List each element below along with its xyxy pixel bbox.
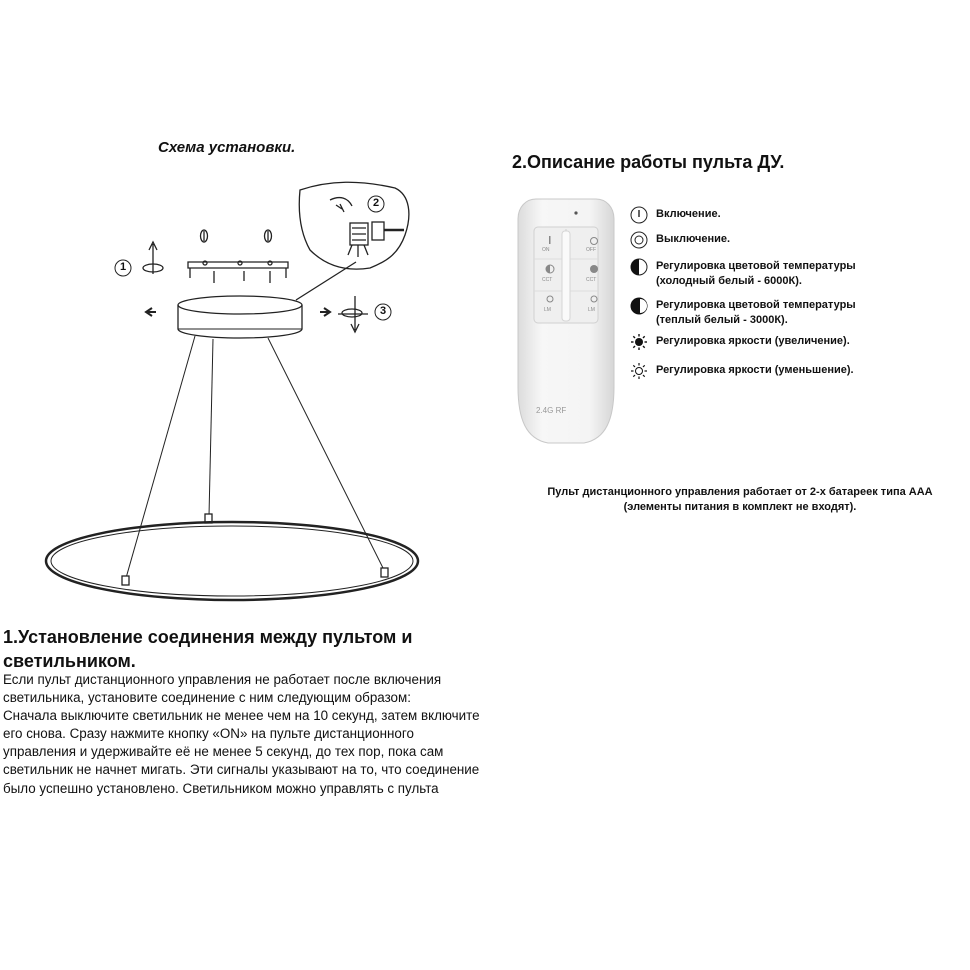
installation-diagram xyxy=(0,170,480,610)
cable-right xyxy=(268,338,385,572)
remote-lm-right-label: LM xyxy=(588,307,595,313)
legend-text-off: Выключение. xyxy=(656,233,731,245)
battery-note-line-2: (элементы питания в комплект не входят). xyxy=(623,501,857,513)
screw-left xyxy=(201,230,208,242)
half-moon-light-icon xyxy=(630,258,648,276)
cable-middle xyxy=(209,339,213,516)
battery-note-line-1: Пульт дистанционного управления работает от 2-х батареек типа ААА xyxy=(547,486,933,498)
sun-dark-icon xyxy=(630,333,648,351)
legend-text-brightness-up: Регулировка яркости (увеличение). xyxy=(656,335,850,347)
remote-lm-left-label: LM xyxy=(544,307,551,313)
legend-item-off xyxy=(630,232,730,249)
remote-on-label: ON xyxy=(542,247,550,253)
remote-control xyxy=(514,197,618,445)
pairing-paragraph-1: Если пульт дистанционного управления не работает после включения светильника, установите соединение с ним следующим образом: xyxy=(3,672,442,706)
legend-item-cct-cold xyxy=(630,259,856,289)
cable-left xyxy=(126,336,195,578)
remote-cct-left-label: CCT xyxy=(542,277,553,283)
power-on-icon xyxy=(630,206,648,224)
legend-item-brightness-down xyxy=(630,363,854,380)
legend-text-cct-cold-2: (холодный белый - 6000К). xyxy=(656,275,802,287)
led-ring xyxy=(46,522,418,600)
power-off-icon xyxy=(630,231,648,249)
wall-detail-callout xyxy=(299,182,409,269)
legend-item-on xyxy=(630,207,721,224)
pairing-paragraph-2: Сначала выключите светильник не менее чем на 10 секунд, затем включите его снова. Сразу нажмите кнопку «ON» на пульте дистанционного управления и удерживайте её не менее 5 секунд, до тех пор, пока сам светильник не начнет мигать. Эти сигналы указывают на то, что соединение было успешно установлено. Светильником можно управлять с пульта xyxy=(3,708,480,796)
remote-rf-label: 2.4G RF xyxy=(536,406,567,415)
ceiling-canopy-top xyxy=(178,296,302,314)
remote-section-title: 2.Описание работы пульта ДУ. xyxy=(512,152,785,172)
half-moon-dark-icon xyxy=(630,297,648,315)
battery-note xyxy=(520,485,960,515)
screw-right xyxy=(265,230,272,242)
step-marker-2: 2 xyxy=(372,197,380,209)
sun-light-icon xyxy=(630,362,648,380)
legend-item-brightness-up xyxy=(630,334,850,351)
pairing-section-body xyxy=(3,671,483,798)
step-marker-3: 3 xyxy=(379,305,387,317)
legend-item-cct-warm xyxy=(630,298,856,328)
installation-scheme-title: Схема установки. xyxy=(158,139,296,156)
legend-text-cct-warm-2: (теплый белый - 3000К). xyxy=(656,314,788,326)
remote-cct-right-label: CCT xyxy=(586,277,597,283)
remote-off-label: OFF xyxy=(586,247,596,253)
legend-text-brightness-down: Регулировка яркости (уменьшение). xyxy=(656,364,854,376)
step-marker-1: 1 xyxy=(119,261,127,273)
legend-text-on: Включение. xyxy=(656,208,721,220)
legend-text-cct-warm-1: Регулировка цветовой температуры xyxy=(656,299,856,311)
legend-text-cct-cold-1: Регулировка цветовой температуры xyxy=(656,260,856,272)
pairing-section-title: 1.Установление соединения между пультом и светильником. xyxy=(3,627,413,671)
